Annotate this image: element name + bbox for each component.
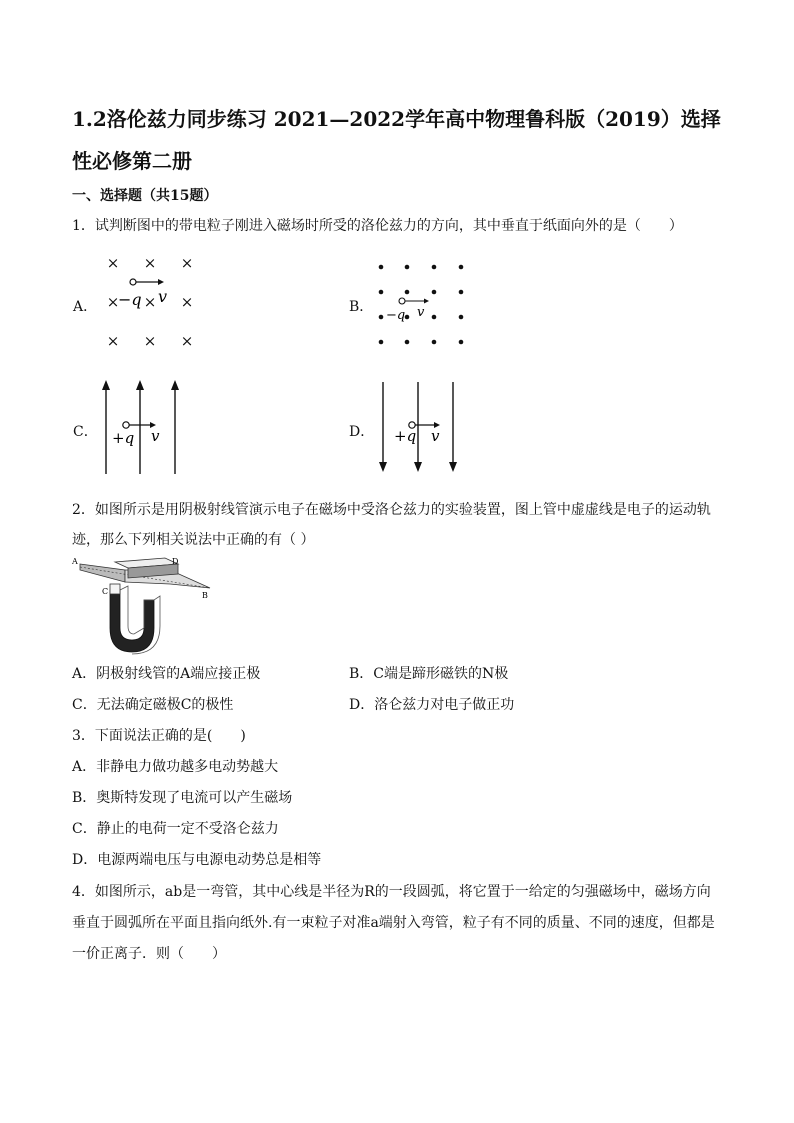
q1-stem: 1．试判断图中的带电粒子刚进入磁场时所受的洛伦兹力的方向，其中垂直于纸面向外的是（ ） (72, 218, 683, 234)
cross-mark: × (106, 254, 120, 272)
cross-mark: × (106, 332, 120, 350)
label-a: A (72, 557, 78, 566)
q1-figure-b (372, 258, 472, 350)
section-heading: 一、选择题（共15题） (72, 188, 218, 204)
arrow-head (158, 279, 164, 285)
q1-figure-d (374, 380, 464, 474)
particle-circle (130, 279, 136, 285)
q2-option-c: C．无法确定磁极C的极性 (72, 697, 234, 713)
q1-label-c: C． (73, 424, 98, 440)
page-title: 1.2洛伦兹力同步练习 2021—2022学年高中物理鲁科版（2019）选择性必修第二册 (72, 107, 721, 173)
cross-mark: × (143, 332, 157, 350)
q1-label-d: D． (349, 424, 375, 440)
cross-mark: × (180, 293, 194, 311)
cross-mark: × (106, 293, 120, 311)
velocity-label: v (158, 287, 168, 306)
q1-figure-a (96, 250, 206, 355)
q3-stem: 3．下面说法正确的是( ) (72, 728, 246, 744)
velocity-label: v (431, 427, 440, 445)
cross-mark: × (143, 254, 157, 272)
q1-label-b: B． (349, 299, 374, 315)
q2-cathode-ray-figure (70, 554, 220, 658)
q4-stem-line1: 4．如图所示，ab是一弯管，其中心线是半径为R的一段圆弧，将它置于一给定的匀强磁场中，磁场方向 (72, 884, 711, 900)
q3-option-b: B．奥斯特发现了电流可以产生磁场 (72, 790, 293, 806)
q2-option-a: A．阴极射线管的A端应接正极 (72, 666, 261, 682)
label-b: B (202, 591, 208, 600)
cross-mark: × (180, 332, 194, 350)
velocity-label: v (151, 427, 160, 445)
q1-label-a: A． (73, 299, 98, 315)
q4-stem-line2: 垂直于圆弧所在平面且指向纸外.有一束粒子对准a端射入弯管，粒子有不同的质量、不同的速度，但都是 (72, 915, 715, 931)
charge-label: +q (394, 427, 417, 445)
q2-option-d: D．洛仑兹力对电子做正功 (349, 697, 515, 713)
velocity-label: v (417, 305, 425, 320)
particle-circle (399, 298, 405, 304)
cross-mark: × (180, 254, 194, 272)
charge-label: +q (112, 429, 135, 447)
arrow-head (424, 299, 429, 304)
q3-option-a: A．非静电力做功越多电动势越大 (72, 759, 279, 775)
q2-stem-line2: 迹，那么下列相关说法中正确的有（ ） (72, 532, 315, 548)
q2-option-b: B．C端是蹄形磁铁的N极 (349, 666, 509, 682)
q3-option-d: D．电源两端电压与电源电动势总是相等 (72, 852, 322, 868)
q4-stem-line3: 一价正离子．则（ ） (72, 946, 226, 962)
q3-option-c: C．静止的电荷一定不受洛仑兹力 (72, 821, 279, 837)
particle-circle (123, 422, 129, 428)
q1-figure-c (96, 378, 186, 476)
label-d: D (172, 557, 179, 566)
q2-stem-line1: 2．如图所示是用阴极射线管演示电子在磁场中受洛仑兹力的实验装置，图上管中虚虚线是电子的运动轨 (72, 502, 711, 518)
cross-mark: × (143, 293, 157, 311)
charge-label: −q (386, 308, 406, 323)
label-c: C (102, 587, 109, 596)
charge-label: −q (118, 290, 142, 309)
